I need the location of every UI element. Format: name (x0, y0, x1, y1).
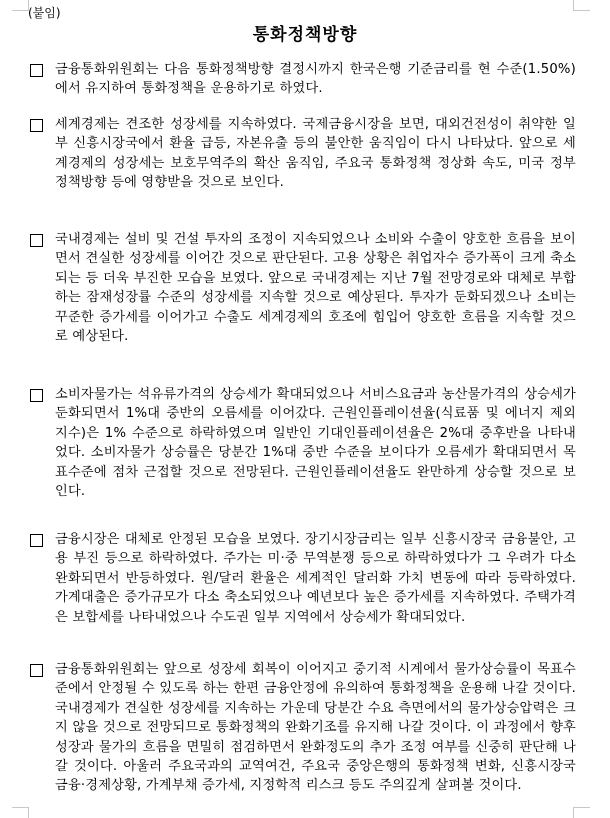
document-title: 통화정책방향 (252, 25, 358, 45)
paragraph-text: 국내경제는 설비 및 건설 투자의 조정이 지속되었으나 소비와 수출이 양호한 흐름을 보이면서 견실한 성장세를 이어간 것으로 판단된다. 고용 상황은 취업자수 증가폭이 크게 축소되는 등 더욱 부진한 모습을 보였다. 앞으로 국내경제는 지난 7월 전망경로와 대체로 부합하는 잠재성장률 수준의 성장세를 지속할 것으로 예상된다. 투자가 둔화되겠으나 소비는 꾸준한 증가세를 이어가고 수출도 세계경제의 호조에 힘입어 양호한 흐름을 지속할 것으로 예상된다. (55, 232, 576, 345)
paragraph-text: 금융시장은 대체로 안정된 모습을 보였다. 장기시장금리는 일부 신흥시장국 금융불안, 고용 부진 등으로 하락하였다. 주가는 미·중 무역분쟁 등으로 하락하였다가 그 우려가 다소 완화되면서 반등하였다. 원/달러 환율은 세계적인 달러화 가치 변동에 따라 등락하였다. 가계대출은 증가규모가 다소 축소되었으나 예년보다 높은 증가세를 지속하였다. 주택가격은 보합세를 나타내었으나 수도권 일부 지역에서 상승세가 확대되었다. (55, 532, 576, 625)
paragraph-world-economy (30, 115, 576, 193)
paragraph-text: 세계경제는 견조한 성장세를 지속하였다. 국제금융시장을 보면, 대외건전성이 취약한 일부 신흥시장국에서 환율 급등, 자본유출 등의 불안한 움직임이 다시 나타났다. 앞으로 세계경제의 성장세는 보호무역주의 확산 움직임, 주요국 통화정책 정상화 속도, 미국 정부 정책방향 등에 영향받을 것으로 보인다. (55, 117, 576, 191)
paragraph-text: 소비자물가는 석유류가격의 상승세가 확대되었으나 서비스요금과 농산물가격의 상승세가 둔화되면서 1%대 중반의 오름세를 이어갔다. 근원인플레이션율(식료품 및 에너지 제외 지수)은 1% 수준으로 하락하였으며 일반인 기대인플레이션율은 2%대 중후반을 나타내었다. 소비자물가 상승률은 당분간 1%대 중반 수준을 보이다가 오름세가 확대되면서 목표수준에 점차 근접할 것으로 전망된다. 근원인플레이션율도 완만하게 상승할 것으로 보인다. (55, 387, 576, 500)
paragraph-policy-outlook (30, 660, 576, 796)
square-bullet-icon (30, 64, 43, 77)
paragraph-text: 금융통화위원회는 다음 통화정책방향 결정시까지 한국은행 기준금리를 현 수준(1.50%)에서 유지하여 통화정책을 운용하기로 하였다. (55, 62, 576, 97)
page-corner-mark-bottom-left (12, 807, 29, 818)
paragraph-policy-decision (30, 60, 576, 99)
paragraph-domestic-economy (30, 230, 576, 346)
attachment-label: (붙임) (28, 6, 61, 20)
square-bullet-icon (30, 389, 43, 402)
square-bullet-icon (30, 119, 43, 132)
paragraph-consumer-prices (30, 385, 576, 501)
page-corner-mark-top-right (573, 0, 590, 11)
page-corner-mark-bottom-right (573, 807, 590, 818)
page-corner-mark-top-left (12, 0, 29, 11)
square-bullet-icon (30, 534, 43, 547)
square-bullet-icon (30, 234, 43, 247)
square-bullet-icon (30, 664, 43, 677)
paragraph-text: 금융통화위원회는 앞으로 성장세 회복이 이어지고 중기적 시계에서 물가상승률이 목표수준에서 안정될 수 있도록 하는 한편 금융안정에 유의하여 통화정책을 운용해 나갈 것이다. 국내경제가 견실한 성장세를 지속하는 가운데 당분간 수요 측면에서의 물가상승압력은 크지 않을 것으로 전망되므로 통화정책의 완화기조를 유지해 나갈 것이다. 이 과정에서 향후 성장과 물가의 흐름을 면밀히 점검하면서 완화정도의 추가 조정 여부를 신중히 판단해 나갈 것이다. 아울러 주요국과의 교역여건, 주요국 중앙은행의 통화정책 변화, 신흥시장국 금융·경제상황, 가계부채 증가세, 지정학적 리스크 등도 주의깊게 살펴볼 것이다. (55, 662, 576, 794)
paragraph-financial-markets (30, 530, 576, 627)
